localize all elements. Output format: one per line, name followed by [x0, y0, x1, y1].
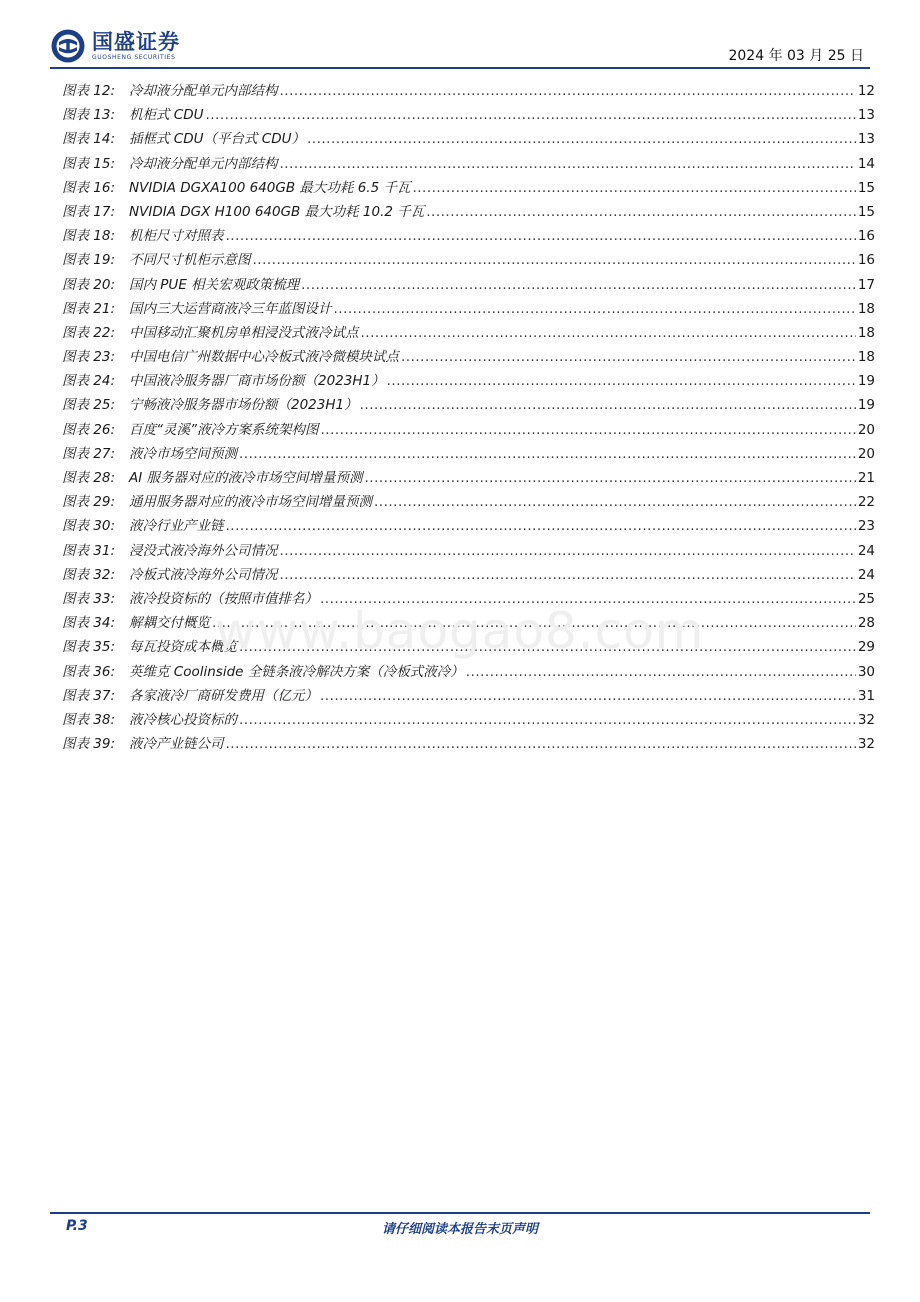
toc-entry-title: 百度“灵溪”液冷方案系统架构图 [129, 421, 319, 438]
toc-entry-label: 图表 22: [62, 324, 116, 341]
toc-entry-title: 液冷投资标的（按照市值排名） [129, 590, 318, 607]
toc-leader-dots [360, 397, 856, 413]
disclaimer-note: 请仔细阅读本报告末页声明 [381, 1222, 538, 1237]
toc-entry-title: 中国液冷服务器厂商市场份额（2023H1） [129, 373, 385, 390]
toc-entry-page: 16 [857, 228, 875, 245]
toc-entry-page: 15 [857, 203, 875, 220]
toc-entry-label: 图表 35: [62, 639, 116, 656]
toc-entry-title: 液冷核心投资标的 [129, 711, 237, 728]
toc-entry-title: 液冷市场空间预测 [129, 445, 237, 462]
report-date: 2024 年 03 月 25 日 [728, 48, 864, 64]
toc-entry[interactable] [62, 297, 875, 321]
toc-leader-dots [226, 228, 856, 244]
toc-entry-page: 20 [857, 445, 875, 462]
page-number: P.3 [66, 1218, 88, 1234]
toc-entry-page: 20 [857, 421, 875, 438]
toc-entry-title: 中国移动汇聚机房单相浸没式液冷试点 [129, 324, 359, 341]
toc-entry-label: 图表 23: [62, 349, 116, 366]
toc-entry-page: 25 [857, 590, 875, 607]
toc-entry[interactable] [62, 321, 875, 345]
toc-entry-label: 图表 38: [62, 711, 116, 728]
toc-entry-label: 图表 19: [62, 252, 116, 269]
toc-entry-title: 液冷产业链公司 [129, 736, 224, 753]
toc-leader-dots [280, 543, 856, 559]
toc-entry-title: 机柜尺寸对照表 [129, 228, 224, 245]
toc-entry-title: 液冷行业产业链 [129, 518, 224, 535]
toc-entry-label: 图表 24: [62, 373, 116, 390]
toc-entry-title: 不同尺寸机柜示意图 [129, 252, 251, 269]
toc-leader-dots [226, 518, 856, 534]
toc-entry-page: 18 [857, 300, 875, 317]
toc-entry-page: 23 [857, 518, 875, 535]
toc-entry-label: 图表 14: [62, 131, 116, 148]
toc-entry[interactable] [62, 732, 875, 756]
toc-entry[interactable] [62, 273, 875, 297]
toc-entry-label: 图表 13: [62, 107, 116, 124]
toc-entry[interactable] [62, 345, 875, 369]
toc-entry[interactable] [62, 248, 875, 272]
toc-entry-page: 32 [857, 711, 875, 728]
toc-entry[interactable] [62, 708, 875, 732]
toc-entry[interactable] [62, 176, 875, 200]
toc-entry-label: 图表 20: [62, 276, 116, 293]
brand-name-en: GUOSHENG SECURITIES [92, 53, 176, 61]
toc-leader-dots [239, 712, 856, 728]
toc-entry-page: 24 [857, 566, 875, 583]
header-divider [50, 67, 870, 69]
toc-entry-title: 冷却液分配单元内部结构 [129, 83, 278, 99]
footer-divider [50, 1212, 870, 1214]
toc-entry-title: 宁畅液冷服务器市场份额（2023H1） [129, 397, 358, 414]
toc-entry-page: 28 [857, 615, 875, 632]
toc-entry-page: 31 [857, 687, 875, 704]
toc-entry[interactable] [62, 442, 875, 466]
toc-entry-page: 12 [857, 83, 875, 99]
page-header [0, 0, 920, 70]
toc-entry[interactable] [62, 490, 875, 514]
toc-leader-dots [280, 83, 856, 99]
toc-entry-label: 图表 26: [62, 421, 116, 438]
toc-entry[interactable] [62, 152, 875, 176]
toc-entry-label: 图表 28: [62, 470, 116, 486]
toc-entry-page: 16 [857, 252, 875, 269]
toc-entry-title: 国内三大运营商液冷三年蓝图设计 [129, 300, 332, 317]
toc-entry-label: 图表 39: [62, 736, 116, 753]
toc-entry-title: 每瓦投资成本概览 [129, 639, 237, 656]
toc-entry-title: 中国电信广州数据中心冷板式液冷微模块试点 [129, 349, 399, 366]
toc-leader-dots [301, 277, 856, 293]
toc-leader-dots [253, 252, 856, 268]
toc-entry-page: 22 [857, 494, 875, 511]
toc-entry[interactable] [62, 393, 875, 417]
toc-leader-dots [320, 688, 856, 704]
watermark: www.baogao8.com [215, 602, 705, 660]
toc-entry-title: NVIDIA DGX H100 640GB 最大功耗 10.2 千瓦 [129, 203, 425, 220]
toc-entry-title: 解耦交付概览 [129, 615, 210, 632]
toc-entry-label: 图表 25: [62, 397, 116, 414]
toc-entry-title: 插框式 CDU（平台式 CDU） [129, 131, 305, 148]
toc-entry-page: 19 [857, 373, 875, 390]
toc-entry-title: NVIDIA DGXA100 640GB 最大功耗 6.5 千瓦 [129, 179, 411, 196]
toc-leader-dots [280, 156, 856, 172]
toc-entry-title: 机柜式 CDU [129, 107, 204, 124]
toc-entry-title: 冷板式液冷海外公司情况 [129, 566, 278, 583]
toc-entry-page: 17 [857, 276, 875, 293]
toc-entry-page: 13 [857, 107, 875, 124]
toc-entry[interactable] [62, 539, 875, 563]
toc-entry-label: 图表 17: [62, 203, 116, 220]
toc-leader-dots [239, 446, 856, 462]
toc-entry-page: 32 [857, 736, 875, 753]
toc-entry-label: 图表 16: [62, 179, 116, 196]
toc-entry-label: 图表 31: [62, 542, 116, 559]
toc-entry-title: AI 服务器对应的液冷市场空间增量预测 [129, 470, 363, 486]
toc-entry[interactable] [62, 127, 875, 151]
toc-entry[interactable] [62, 563, 875, 587]
toc-leader-dots [374, 494, 856, 510]
toc-entry[interactable] [62, 660, 875, 684]
toc-entry-label: 图表 32: [62, 566, 116, 583]
toc-entry[interactable] [62, 79, 875, 103]
toc-entry-title: 冷却液分配单元内部结构 [129, 155, 278, 172]
toc-entry-label: 图表 12: [62, 83, 116, 99]
toc-leader-dots [387, 373, 856, 389]
toc-entry-label: 图表 30: [62, 518, 116, 535]
toc-entry-page: 19 [857, 397, 875, 414]
brand-name-cn: 国盛证券 [92, 29, 180, 54]
toc-entry-title: 各家液冷厂商研发费用（亿元） [129, 687, 318, 704]
toc-leader-dots [226, 736, 856, 752]
toc-entry-title: 英维克 Coolinside 全链条液冷解决方案（冷板式液冷） [129, 663, 464, 680]
toc-entry-label: 图表 27: [62, 445, 116, 462]
toc-entry-label: 图表 33: [62, 590, 116, 607]
toc-entry-page: 18 [857, 349, 875, 366]
toc-leader-dots [206, 107, 856, 123]
toc-entry-page: 18 [857, 324, 875, 341]
toc-entry-title: 通用服务器对应的液冷市场空间增量预测 [129, 494, 372, 511]
toc-entry-page: 14 [857, 155, 875, 172]
toc-leader-dots [280, 567, 856, 583]
brand-logo [50, 28, 180, 64]
toc-entry[interactable] [62, 103, 875, 127]
toc-entry[interactable] [62, 466, 875, 490]
toc-entry-page: 15 [857, 179, 875, 196]
toc-leader-dots [365, 470, 856, 486]
toc-entry-label: 图表 37: [62, 687, 116, 704]
toc-entry-page: 21 [857, 470, 875, 486]
toc-entry-label: 图表 34: [62, 615, 116, 632]
toc-leader-dots [412, 180, 855, 196]
toc-entry-page: 13 [857, 131, 875, 148]
toc-leader-dots [426, 204, 856, 220]
toc-entry[interactable] [62, 369, 875, 393]
toc-entry[interactable] [62, 224, 875, 248]
toc-leader-dots [307, 131, 856, 147]
toc-entry[interactable] [62, 200, 875, 224]
toc-leader-dots [321, 422, 856, 438]
toc-entry-title: 浸没式液冷海外公司情况 [129, 542, 278, 559]
toc-entry[interactable] [62, 418, 875, 442]
toc-entry-title: 国内 PUE 相关宏观政策梳理 [129, 276, 300, 293]
toc-leader-dots [361, 325, 856, 341]
toc-entry-label: 图表 29: [62, 494, 116, 511]
toc-entry-label: 图表 36: [62, 663, 116, 680]
toc-entry[interactable] [62, 514, 875, 538]
toc-entry[interactable] [62, 684, 875, 708]
toc-leader-dots [401, 349, 856, 365]
toc-leader-dots [466, 664, 856, 680]
toc-entry-page: 30 [857, 663, 875, 680]
toc-entry-label: 图表 21: [62, 300, 116, 317]
toc-entry-page: 29 [857, 639, 875, 656]
toc-entry-label: 图表 18: [62, 228, 116, 245]
toc-entry-page: 24 [857, 542, 875, 559]
toc-leader-dots [334, 301, 856, 317]
guosheng-logo-icon [50, 28, 86, 64]
toc-entry-label: 图表 15: [62, 155, 116, 172]
